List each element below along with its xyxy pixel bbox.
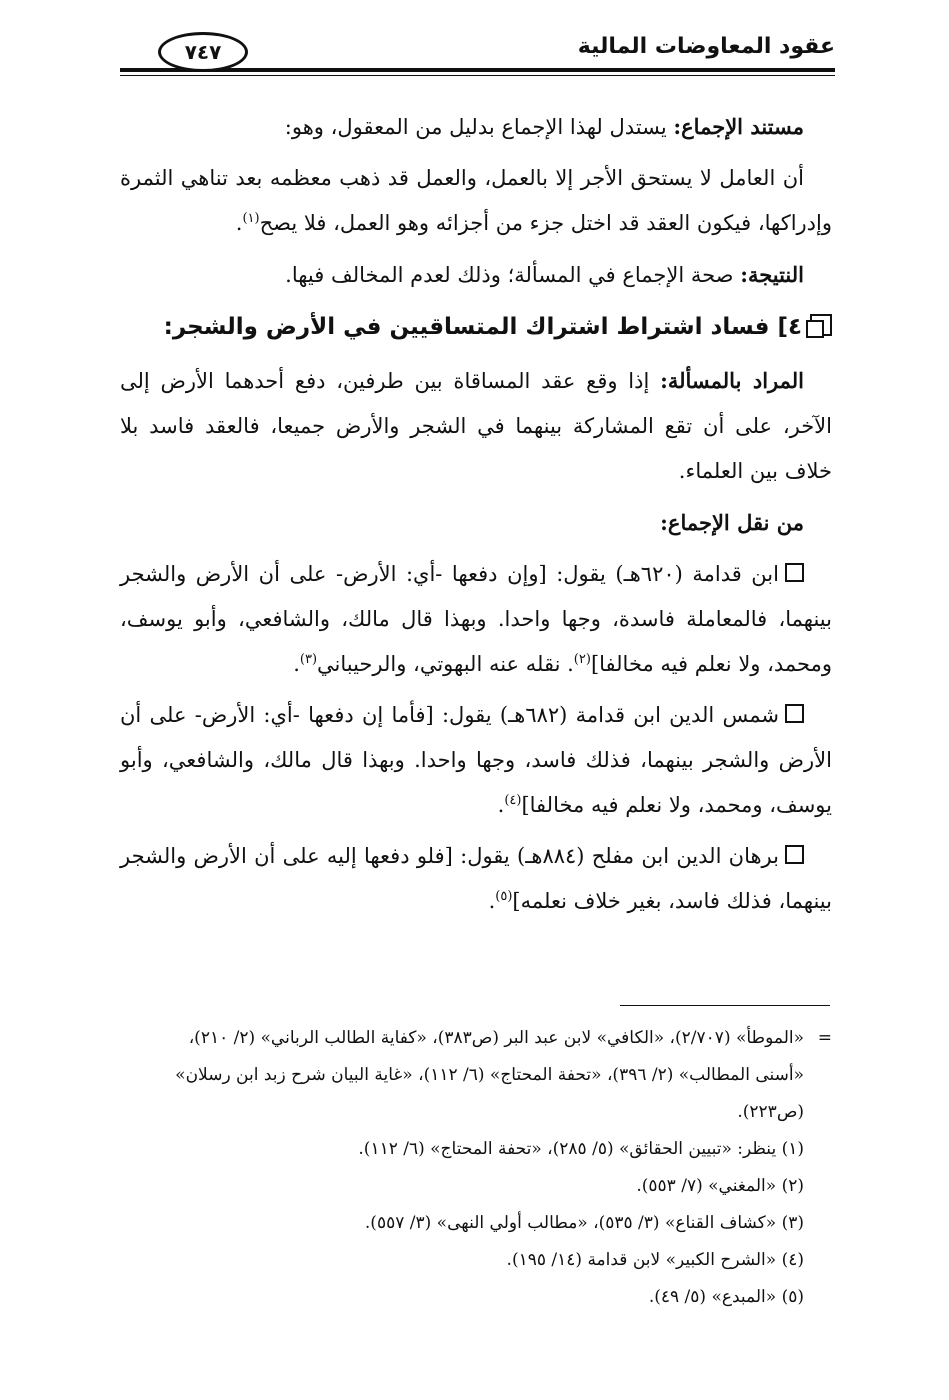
paragraph-meaning: [120, 358, 832, 494]
checkbox-bullet-icon: [785, 704, 804, 723]
basis-text: يستدل لهذا الإجماع بدليل من المعقول، وهو:: [284, 115, 674, 139]
footnote-ref-3[interactable]: (٣): [299, 652, 318, 667]
footnotes: [120, 1020, 832, 1316]
page-number-badge: [158, 32, 248, 72]
footnote-ref-4[interactable]: (٤): [504, 793, 522, 808]
quote-text: برهان الدين ابن مفلح (٨٨٤هـ) يقول: [فلو دفعها إليه على أن الأرض والشجر بينهما، فذلك فاسد، بغير خلاف نعلمه]: [120, 844, 832, 913]
result-text: صحة الإجماع في المسألة؛ وذلك لعدم المخالف فيها.: [285, 263, 741, 287]
footnote-5: (٥) «المبدع» (٥/ ٤٩).: [648, 1287, 804, 1307]
footnote-2: (٢) «المغني» (٧/ ٥٥٣).: [636, 1176, 804, 1196]
meaning-label: المراد بالمسألة:: [660, 368, 804, 393]
continuation-marker: =: [817, 1028, 832, 1048]
footnote-continuation-line: «أسنى المطالب» (٢/ ٣٩٦)، «تحفة المحتاج» (٦/ ١١٢)، «غاية البيان شرح زبد ابن رسلان»: [175, 1065, 804, 1085]
page-header: [120, 28, 835, 80]
header-rule-thin: [120, 75, 835, 76]
paragraph-result: [120, 252, 832, 298]
footnote-ref-5[interactable]: (٥): [495, 889, 513, 904]
footnote-continuation-line: (ص٢٢٣).: [737, 1102, 804, 1122]
footnote-ref-2[interactable]: (٢): [573, 652, 591, 667]
footnote-ref-1[interactable]: (١): [242, 211, 260, 226]
result-label: النتيجة:: [740, 262, 804, 287]
quote-ibn-qudama: ابن قدامة (٦٢٠هـ) يقول: [وإن دفعها -أي: الأرض- على أن الأرض والشجر بينهما، فالمعاملة فاسدة، وجها واحدا. وبهذا قال مالك، والشافعي، وأبو يوسف، ومحمد، ولا نعلم فيه مخالفا]$^{(٢)}$. نقله عنه البهوتي، والرحيباني$^{(٣)}$.: [120, 562, 832, 676]
quote-text: شمس الدين ابن قدامة (٦٨٢هـ) يقول: [فأما إن دفعها -أي: الأرض- على أن الأرض والشجر بينهما، فذلك فاسد، وجها واحدا. وبهذا قال مالك، والشافعي، وأبو يوسف، ومحمد، ولا نعلم فيه مخالفا]: [120, 703, 832, 817]
footnote-separator: [620, 1005, 830, 1006]
basis-label: مستند الإجماع:: [673, 114, 804, 139]
book-title: عقود المعاوضات المالية: [577, 34, 835, 59]
checkbox-bullet-icon: [785, 563, 804, 582]
footnote-4: (٤) «الشرح الكبير» لابن قدامة (١٤/ ١٩٥).: [506, 1250, 804, 1270]
quote-text: ابن قدامة (٦٢٠هـ) يقول: [وإن دفعها -أي: الأرض- على أن الأرض والشجر بينهما، فالمعاملة فاسدة، وجها واحدا. وبهذا قال مالك، والشافعي، وأبو يوسف، ومحمد، ولا نعلم فيه مخالفا]: [120, 562, 832, 676]
checkbox-bullet-icon: [785, 845, 804, 864]
footnote-3: (٣) «كشاف القناع» (٣/ ٥٣٥)، «مطالب أولي النهى» (٣/ ٥٥٧).: [364, 1213, 804, 1233]
section-heading: [120, 304, 832, 350]
page-number: ٧٤٧: [184, 40, 222, 64]
main-text: [120, 104, 832, 930]
paragraph-basis: [120, 104, 832, 150]
paragraph-transmitters: [120, 500, 832, 546]
footnote-continuation: =«الموطأ» (٢/٧٠٧)، «الكافي» لابن عبد البر (ص٣٨٣)، «كفاية الطالب الرباني» (٢/ ٢١٠)،: [120, 1020, 832, 1057]
reasoning-text: أن العامل لا يستحق الأجر إلا بالعمل، والعمل قد ذهب معظمه بعد تناهي الثمرة وإدراكها، فيكون العقد قد اختل جزء من أجزائه وهو العمل، فلا يصح: [120, 166, 832, 235]
quote-ibn-muflih: برهان الدين ابن مفلح (٨٨٤هـ) يقول: [فلو دفعها إليه على أن الأرض والشجر بينهما، فذلك فاسد، بغير خلاف نعلمه]$^{(٥)}$.: [120, 844, 832, 913]
stacked-squares-icon: [810, 314, 832, 336]
meaning-text: إذا وقع عقد المساقاة بين طرفين، دفع أحدهما الأرض إلى الآخر، على أن تقع المشاركة بينهما في الشجر والأرض جميعا، فالعقد فاسد بلا خلاف بين العلماء.: [120, 369, 832, 483]
footnote-1: (١) ينظر: «تبيين الحقائق» (٥/ ٢٨٥)، «تحفة المحتاج» (٦/ ١١٢).: [358, 1139, 804, 1159]
section-heading-text: ٤] فساد اشتراط اشتراك المتساقيين في الأرض والشجر:: [163, 314, 802, 340]
transmitters-label: من نقل الإجماع:: [660, 510, 804, 535]
paragraph-reasoning: أن العامل لا يستحق الأجر إلا بالعمل، والعمل قد ذهب معظمه بعد تناهي الثمرة وإدراكها، فيكون العقد قد اختل جزء من أجزائه وهو العمل، فلا يصح$^{(١)}$.: [120, 166, 832, 235]
quote-shams-al-din: شمس الدين ابن قدامة (٦٨٢هـ) يقول: [فأما إن دفعها -أي: الأرض- على أن الأرض والشجر بينهما، فذلك فاسد، وجها واحدا. وبهذا قال مالك، والشافعي، وأبو يوسف، ومحمد، ولا نعلم فيه مخالفا]$^{(٤)}$.: [120, 703, 832, 817]
